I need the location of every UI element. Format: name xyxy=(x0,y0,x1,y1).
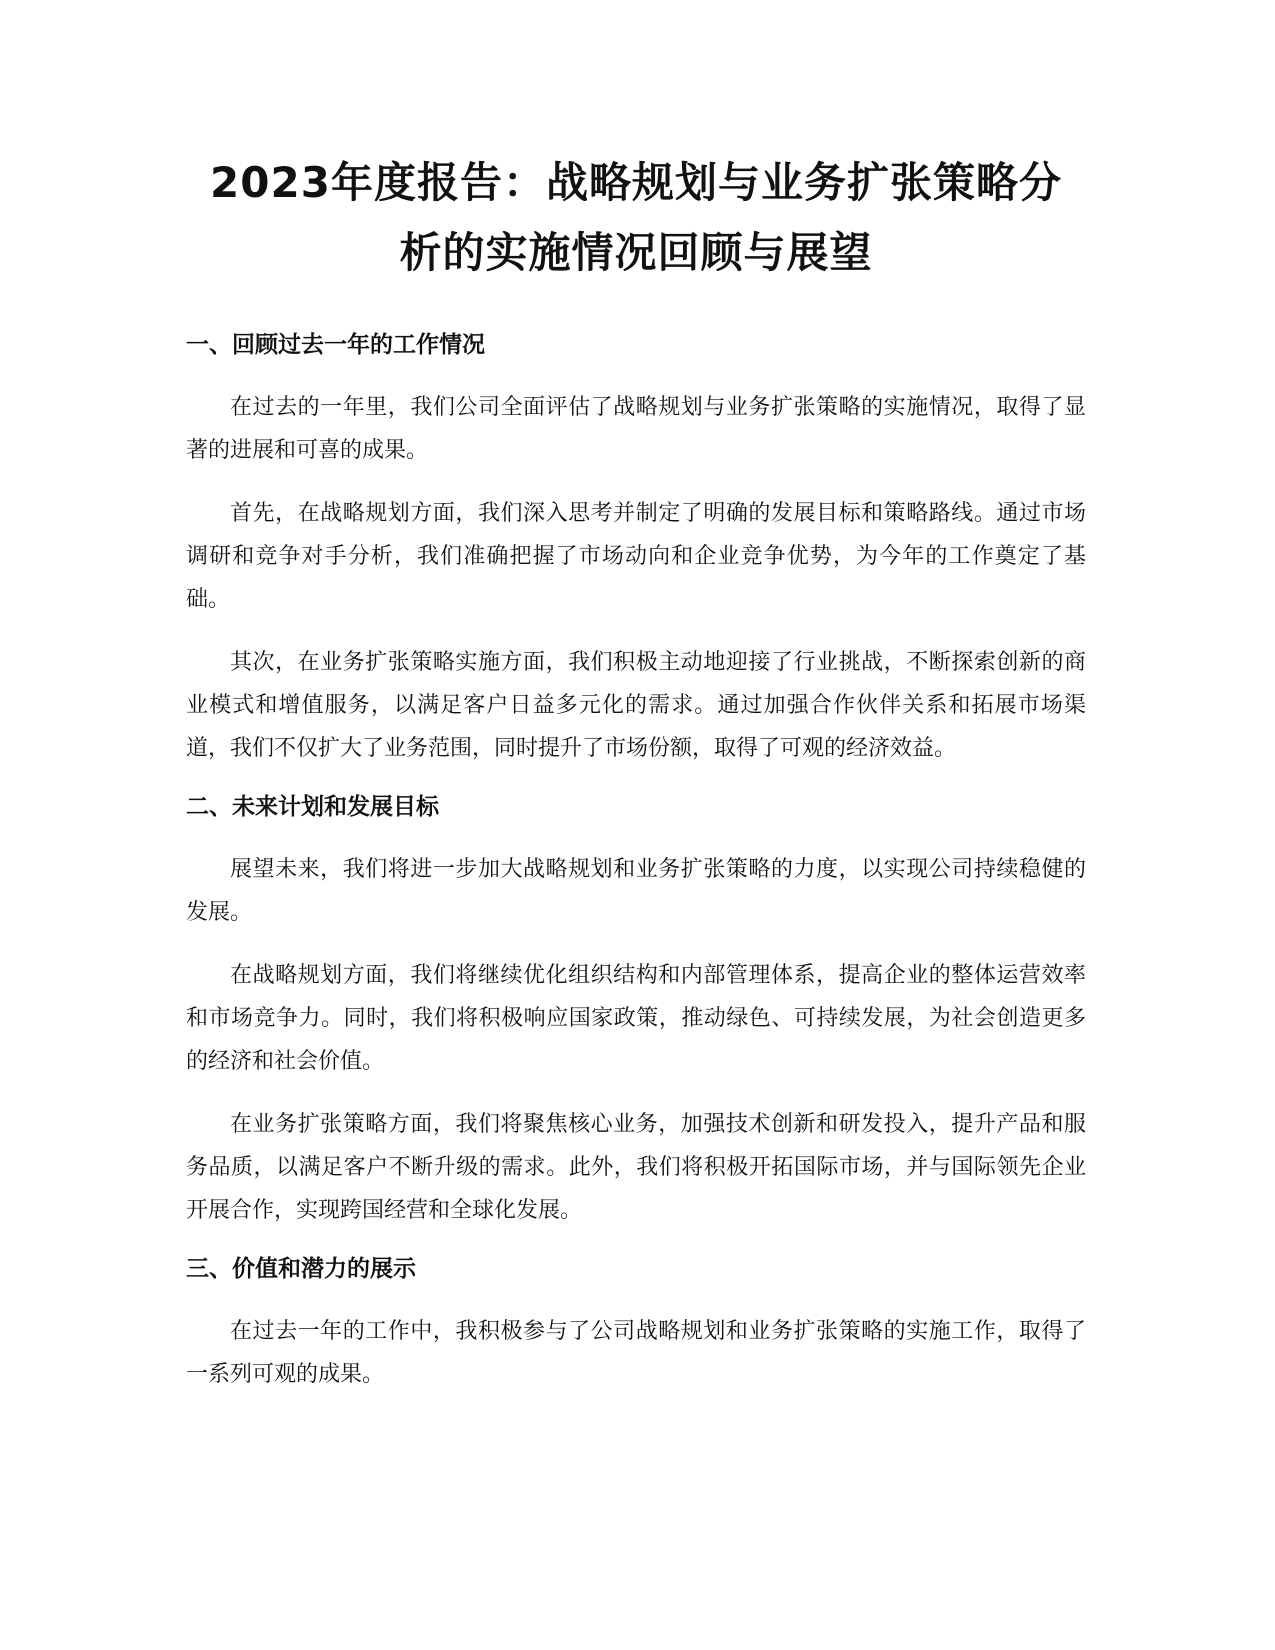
section-heading: 二、未来计划和发展目标 xyxy=(186,794,439,820)
paragraph: 在过去的一年里，我们公司全面评估了战略规划与业务扩张策略的实施情况，取得了显著的进展和可喜的成果。 xyxy=(186,395,1086,463)
document-title xyxy=(186,148,1086,288)
title-line-1: 2023年度报告：战略规划与业务扩张策略分 xyxy=(210,158,1062,207)
paragraph: 展望未来，我们将进一步加大战略规划和业务扩张策略的力度，以实现公司持续稳健的发展。 xyxy=(186,857,1086,925)
document-page xyxy=(186,148,1086,1416)
title-line-2: 析的实施情况回顾与展望 xyxy=(399,228,873,277)
section-heading: 一、回顾过去一年的工作情况 xyxy=(186,332,485,358)
paragraph: 其次，在业务扩张策略实施方面，我们积极主动地迎接了行业挑战，不断探索创新的商业模式和增值服务，以满足客户日益多元化的需求。通过加强合作伙伴关系和拓展市场渠道，我们不仅扩大了业务范围，同时提升了市场份额，取得了可观的经济效益。 xyxy=(186,650,1086,761)
section-future-plans xyxy=(186,790,1086,1232)
section-heading: 三、价值和潜力的展示 xyxy=(186,1256,416,1282)
paragraph: 首先，在战略规划方面，我们深入思考并制定了明确的发展目标和策略路线。通过市场调研和竞争对手分析，我们准确把握了市场动向和企业竞争优势，为今年的工作奠定了基础。 xyxy=(186,501,1086,612)
paragraph: 在战略规划方面，我们将继续优化组织结构和内部管理体系，提高企业的整体运营效率和市场竞争力。同时，我们将积极响应国家政策，推动绿色、可持续发展，为社会创造更多的经济和社会价值。 xyxy=(186,963,1086,1074)
paragraph: 在过去一年的工作中，我积极参与了公司战略规划和业务扩张策略的实施工作，取得了一系列可观的成果。 xyxy=(186,1319,1086,1387)
paragraph: 在业务扩张策略方面，我们将聚焦核心业务，加强技术创新和研发投入，提升产品和服务品质，以满足客户不断升级的需求。此外，我们将积极开拓国际市场，并与国际领先企业开展合作，实现跨国经营和全球化发展。 xyxy=(186,1112,1086,1223)
section-review xyxy=(186,328,1086,770)
section-value-potential xyxy=(186,1252,1086,1396)
